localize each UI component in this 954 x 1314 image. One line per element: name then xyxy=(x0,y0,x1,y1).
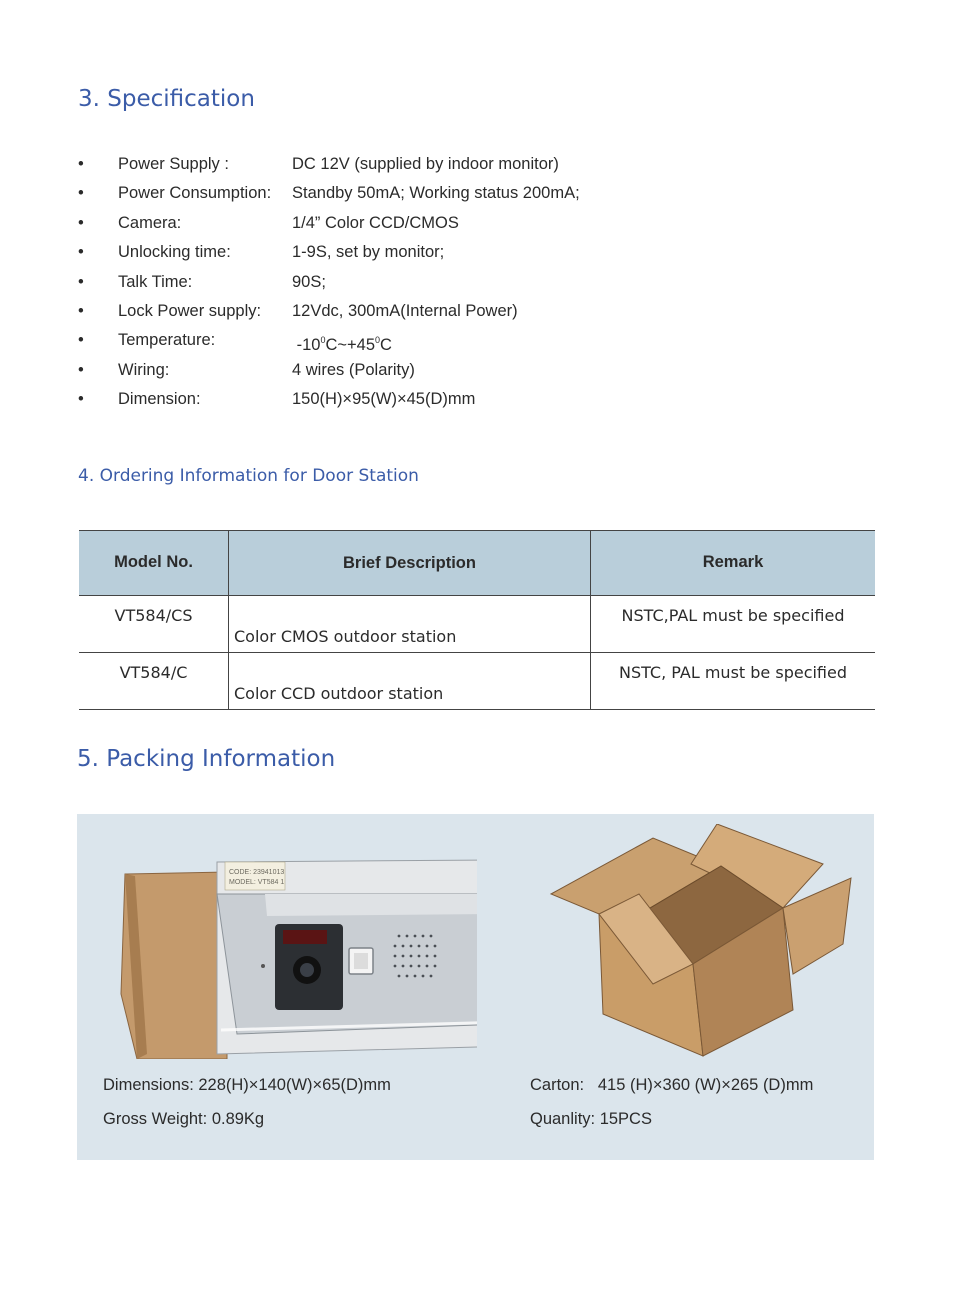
description-cell: Color CCD outdoor station xyxy=(229,653,591,710)
spec-value: 1-9S, set by monitor; xyxy=(292,243,445,262)
ordering-heading: 4. Ordering Information for Door Station xyxy=(78,466,419,486)
ordering-table xyxy=(79,530,875,710)
spec-label: Power Supply : xyxy=(118,155,229,173)
table-row xyxy=(79,653,875,710)
header-model-no: Model No. xyxy=(79,531,229,596)
carton-quantity: Quanlity: 15PCS xyxy=(530,1110,652,1128)
bullet: • xyxy=(78,243,84,262)
table-header-row xyxy=(79,531,875,596)
spec-label: Dimension: xyxy=(118,390,201,409)
bullet: • xyxy=(78,213,84,232)
header-remark: Remark xyxy=(591,531,876,596)
spec-value: 4 wires (Polarity) xyxy=(292,360,415,379)
spec-label: Unlocking time: xyxy=(118,243,231,262)
spec-label: Power Consumption: xyxy=(118,184,272,203)
spec-item-talk-time xyxy=(78,270,778,299)
package-label-model: MODEL: VT584 1 xyxy=(229,879,285,886)
temperature-low: -10 xyxy=(292,336,321,355)
carton-image xyxy=(543,824,855,1059)
spec-item-camera xyxy=(78,211,778,240)
spec-item-temperature xyxy=(78,328,778,357)
table-row xyxy=(79,596,875,653)
temperature-range xyxy=(292,328,392,357)
spec-item-wiring xyxy=(78,358,778,387)
spec-label: Temperature: xyxy=(118,331,216,350)
bullet: • xyxy=(78,331,84,350)
bullet: • xyxy=(78,360,84,379)
bullet: • xyxy=(78,301,84,320)
spec-item-lock-power xyxy=(78,299,778,328)
package-label-code: CODE: 23941013 xyxy=(229,869,285,876)
spec-value: 12Vdc, 300mA(Internal Power) xyxy=(292,301,518,320)
product-gross-weight: Gross Weight: 0.89Kg xyxy=(103,1110,265,1128)
carton-size: Carton: 415 (H)×360 (W)×265 (D)mm xyxy=(530,1076,814,1094)
spec-item-dimension xyxy=(78,387,778,416)
spec-label: Wiring: xyxy=(118,360,170,379)
model-cell: VT584/C xyxy=(79,653,229,710)
temperature-unit: C xyxy=(380,336,392,355)
description-cell: Color CMOS outdoor station xyxy=(229,596,591,653)
remark-cell: NSTC, PAL must be specified xyxy=(591,653,876,710)
specification-heading: 3. Specification xyxy=(78,86,255,112)
packing-heading: 5. Packing Information xyxy=(77,746,336,772)
degree-sign: 0 xyxy=(375,335,381,346)
product-dimensions: Dimensions: 228(H)×140(W)×65(D)mm xyxy=(103,1076,391,1094)
temperature-mid: C~+45 xyxy=(325,336,375,355)
bullet: • xyxy=(78,155,84,173)
bullet: • xyxy=(78,184,84,203)
packing-panel xyxy=(77,814,874,1160)
spec-value: 90S; xyxy=(292,272,326,291)
specification-list xyxy=(78,152,778,417)
spec-value: 150(H)×95(W)×45(D)mm xyxy=(292,390,476,409)
header-brief-description: Brief Description xyxy=(229,531,591,596)
spec-label: Lock Power supply: xyxy=(118,301,262,320)
bullet: • xyxy=(78,390,84,409)
product-package-image xyxy=(117,854,477,1059)
spec-value: Standby 50mA; Working status 200mA; xyxy=(292,184,580,203)
degree-sign: 0 xyxy=(320,335,326,346)
spec-item-unlocking-time xyxy=(78,240,778,269)
bullet: • xyxy=(78,272,84,291)
remark-cell: NSTC,PAL must be specified xyxy=(591,596,876,653)
spec-label: Camera: xyxy=(118,213,182,232)
spec-item-power-consumption xyxy=(78,181,778,210)
spec-item-power-supply xyxy=(78,152,778,181)
spec-value: DC 12V (supplied by indoor monitor) xyxy=(292,155,559,173)
model-cell: VT584/CS xyxy=(79,596,229,653)
spec-label: Talk Time: xyxy=(118,272,193,291)
spec-value: 1/4” Color CCD/CMOS xyxy=(292,213,459,232)
